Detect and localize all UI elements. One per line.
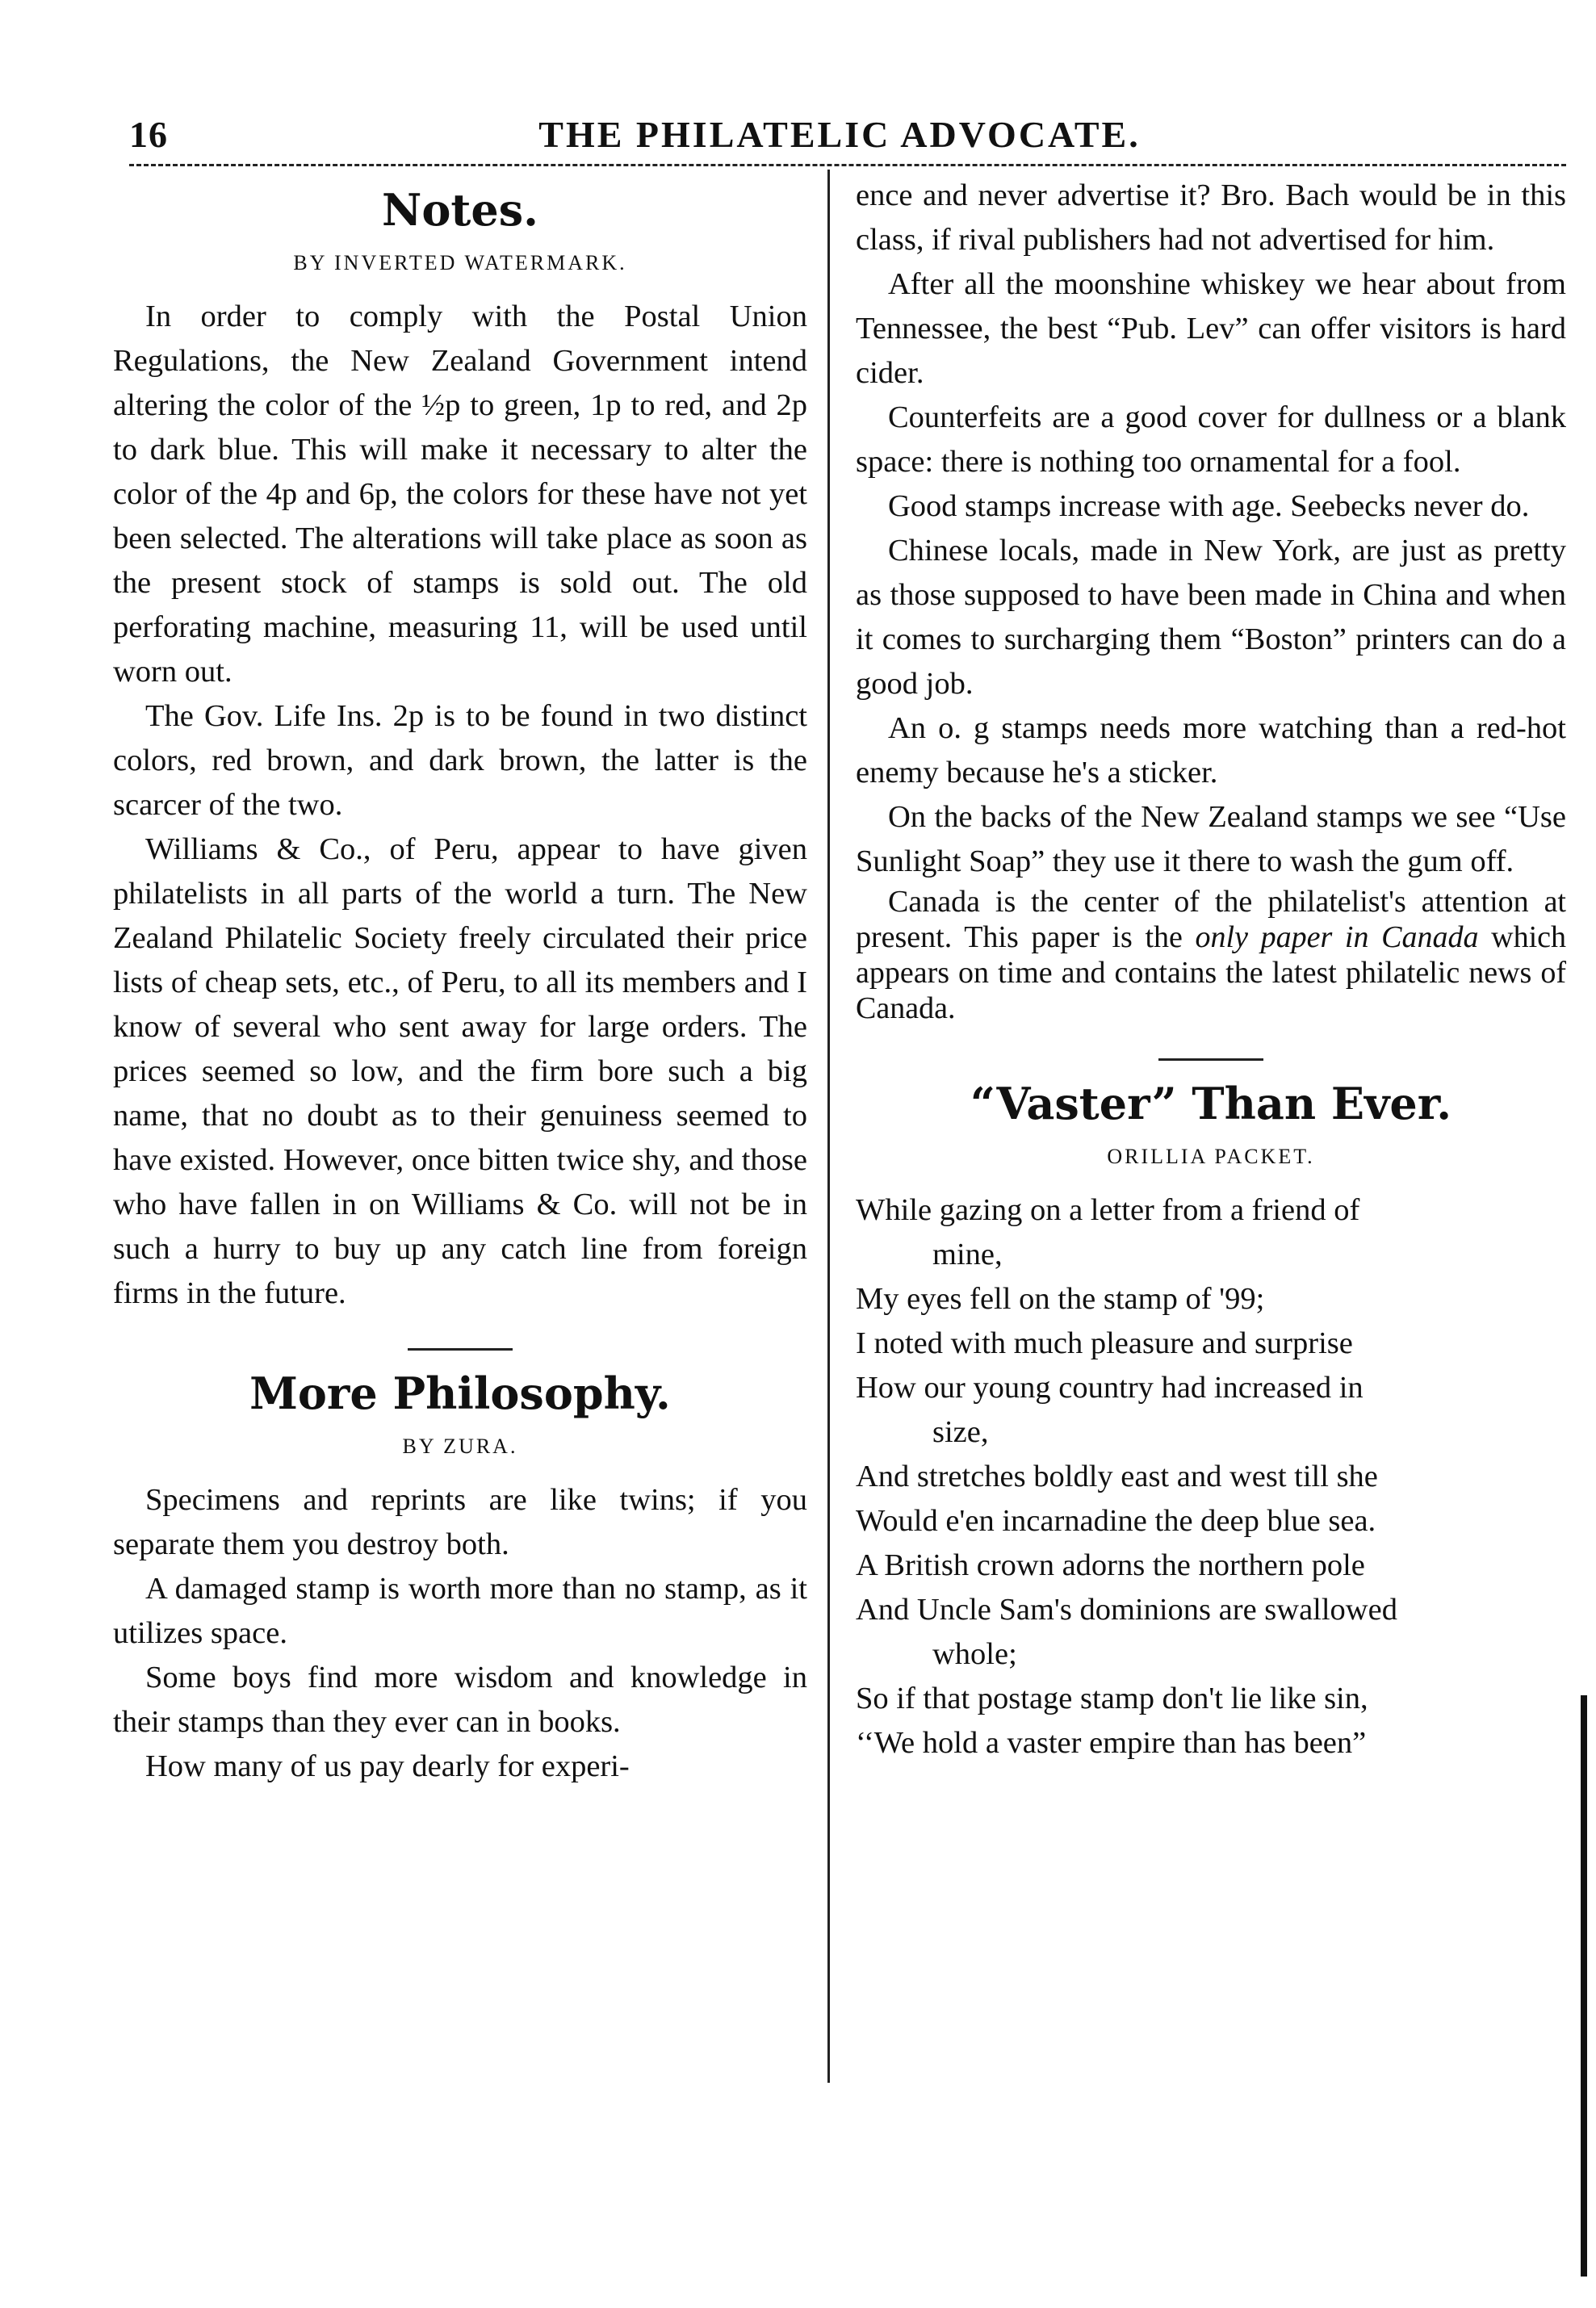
poem-line: Would e'en incarnadine the deep blue sea. — [856, 1504, 1376, 1538]
notes-title: Notes. — [382, 184, 538, 236]
poem-line: ‘‘We hold a vaster empire than has been” — [856, 1726, 1367, 1760]
philosophy-paragraph: Specimens and reprints are like twins; if you separate them you destroy both. — [113, 1483, 807, 1561]
poem-line: My eyes fell on the stamp of '99; — [856, 1282, 1265, 1316]
notes-paragraph: In order to comply with the Postal Union Regulations, the New Zealand Government intend altering the color of the ½p to green, 1p to red, and 2p to dark blue. This will make it necessary to alter the color of the 4p and 6p, the colors for these have not yet been selected. The alterations will take place as soon as the present stock of stamps is sold out. The old perforating machine, measuring 11, will be used until worn out. — [113, 299, 807, 689]
running-title: THE PHILATELIC ADVOCATE. — [538, 114, 1141, 155]
canada-paragraph — [856, 884, 1566, 1026]
poem-line: A British crown adorns the northern pole — [856, 1548, 1365, 1582]
philosophy-paragraph: Some boys find more wisdom and knowledge in their stamps than they ever can in books. — [113, 1661, 807, 1739]
philosophy-paragraph: A damaged stamp is worth more than no stamp, as it utilizes space. — [113, 1572, 807, 1650]
philosophy-paragraph: ence and never advertise it? Bro. Bach would be in this class, if rival publishers had not advertised for him. — [856, 178, 1566, 257]
poem-line: So if that postage stamp don't lie like sin, — [856, 1682, 1368, 1715]
column-divider — [827, 170, 830, 2083]
page-edge-bar — [1581, 1695, 1587, 2277]
section-separator — [1158, 1058, 1263, 1061]
canada-text-end: which appears on time and contains the latest philatelic news of Canada. — [856, 920, 1567, 1025]
canada-italic-text: only paper in Canada — [1195, 920, 1479, 954]
notes-paragraph: Williams & Co., of Peru, appear to have given philatelists in all parts of the world a turn. The New Zealand Philatelic Society freely circulated their price lists of cheap sets, etc., of Peru, to all its members and I know of several who sent away for large orders. The prices seemed so low, and the firm bore such a big name, that no doubt as to their genuiness seemed to have existed. However, once bitten twice shy, and those who have fallen in on Williams & Co. will not be in such a hurry to buy up any catch line from foreign firms in the future. — [113, 832, 807, 1310]
philosophy-title: More Philosophy. — [249, 1368, 671, 1419]
philosophy-paragraph: Chinese locals, made in New York, are just as pretty as those supposed to have been made in China and when it comes to surcharging them “Boston” printers can do a good job. — [856, 534, 1566, 701]
poem — [856, 1188, 1566, 1766]
page-header — [129, 113, 1550, 161]
canada-text: Canada is the center of the philatelist's attention at present. This paper is the — [856, 885, 1566, 954]
poem-line: While gazing on a letter from a friend of — [856, 1193, 1360, 1227]
vaster-byline: ORILLIA PACKET. — [1107, 1145, 1315, 1168]
philosophy-paragraph: Good stamps increase with age. Seebecks never do. — [888, 489, 1530, 523]
header-rule — [129, 164, 1566, 166]
poem-line: And stretches boldly east and west till she — [856, 1460, 1378, 1493]
page-number: 16 — [129, 114, 168, 155]
left-column — [113, 174, 807, 1789]
notes-paragraph: The Gov. Life Ins. 2p is to be found in two distinct colors, red brown, and dark brown, the latter is the scarcer of the two. — [113, 699, 807, 822]
section-separator — [408, 1348, 513, 1351]
philosophy-paragraph: How many of us pay dearly for experi- — [145, 1749, 630, 1783]
philosophy-paragraph: An o. g stamps needs more watching than a red-hot enemy because he's a sticker. — [856, 711, 1566, 790]
philosophy-paragraph: After all the moonshine whiskey we hear about from Tennessee, the best “Pub. Lev” can offer visitors is hard cider. — [856, 267, 1566, 390]
vaster-title: “Vaster” Than Ever. — [970, 1078, 1452, 1129]
poem-line: mine, — [932, 1238, 1003, 1271]
right-column — [856, 174, 1566, 1766]
poem-line: How our young country had increased in — [856, 1371, 1364, 1405]
poem-line: I noted with much pleasure and surprise — [856, 1326, 1353, 1360]
philosophy-paragraph: On the backs of the New Zealand stamps we see “Use Sunlight Soap” they use it there to wash the gum off. — [856, 800, 1566, 878]
notes-byline: BY INVERTED WATERMARK. — [293, 251, 627, 274]
poem-line: And Uncle Sam's dominions are swallowed — [856, 1593, 1397, 1627]
philosophy-byline: BY ZURA. — [402, 1435, 518, 1458]
poem-line: size, — [932, 1415, 989, 1449]
poem-line: whole; — [932, 1637, 1017, 1671]
philosophy-paragraph: Counterfeits are a good cover for dullness or a blank space: there is nothing too ornamental for a fool. — [856, 400, 1566, 479]
